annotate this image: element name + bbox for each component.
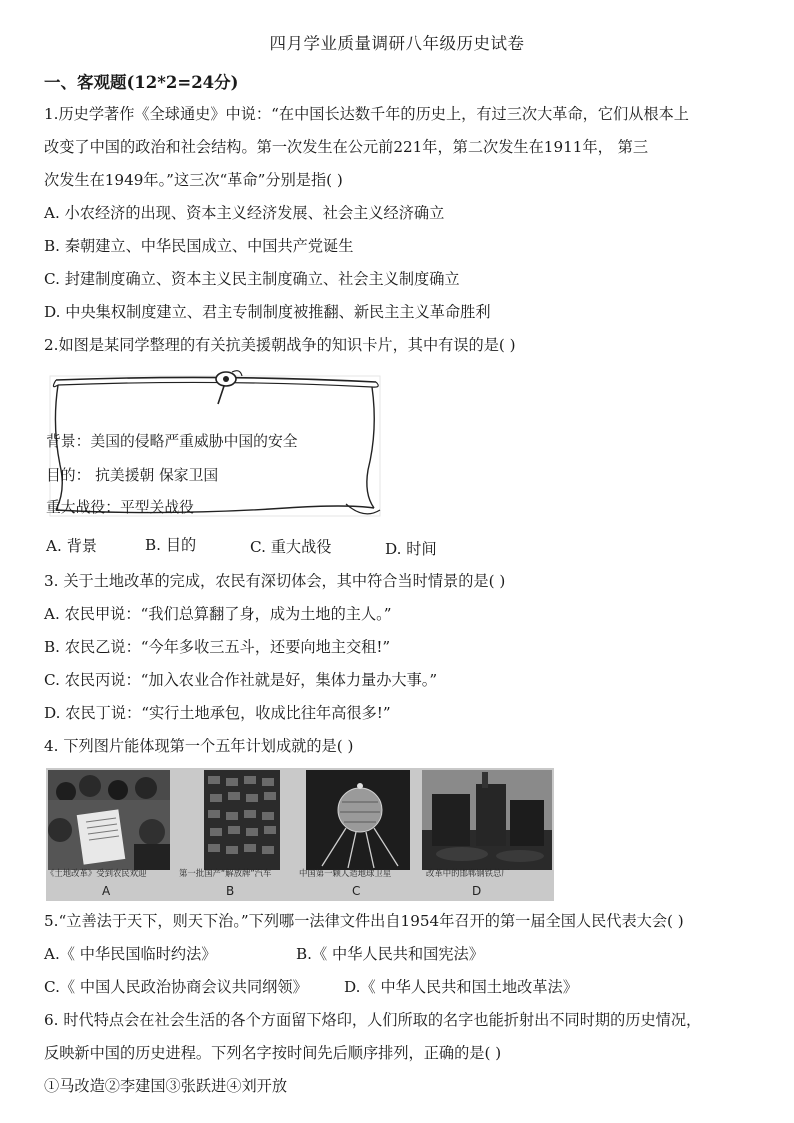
q5-option-a[interactable]: A.《 中华民国临时约法》 — [44, 945, 217, 963]
q2-stem: 2.如图是某同学整理的有关抗美援朝战争的知识卡片，其中有误的是( ) — [44, 336, 516, 354]
q3-option-b[interactable]: B. 农民乙说：“今年多收三五斗，还要向地主交租!” — [44, 638, 391, 656]
q3-stem: 3. 关于土地改革的完成，农民有深切体会，其中符合当时情景的是( ) — [44, 572, 506, 590]
q6-name-list: ①马改造②李建国③张跃进④刘开放 — [44, 1077, 287, 1095]
q6-stem-line1: 6. 时代特点会在社会生活的各个方面留下烙印，人们所取的名字也能折射出不同时期的历史情况， — [44, 1011, 702, 1029]
q5-option-b[interactable]: B.《 中华人民共和国宪法》 — [296, 945, 484, 963]
q2-option-a[interactable]: A. 背景 — [46, 537, 97, 555]
photo-b-caption: 第一批国产“解放牌”汽车 — [179, 868, 272, 878]
photo-c-letter: C — [352, 884, 361, 898]
card-background-line: 背景：美国的侵略严重威胁中国的安全 — [46, 433, 298, 450]
q1-option-b[interactable]: B. 秦朝建立、中华民国成立、中国共产党诞生 — [44, 237, 354, 255]
q3-option-a[interactable]: A. 农民甲说：“我们总算翻了身，成为土地的主人。” — [44, 605, 392, 623]
q5-option-c[interactable]: C.《 中国人民政治协商会议共同纲领》 — [44, 978, 308, 996]
section-heading: 一、客观题(12*2=24分) — [44, 73, 239, 92]
q3-option-d[interactable]: D. 农民丁说：“实行土地承包，收成比往年高很多!” — [44, 704, 391, 722]
q3-option-c[interactable]: C. 农民丙说：“加入农业合作社就是好，集体力量办大事。” — [44, 671, 438, 689]
q5-stem: 5.“立善法于天下，则天下治。”下列哪一法律文件出自1954年召开的第一届全国人民代表大会( ) — [44, 912, 684, 930]
q4-photo-strip — [46, 768, 554, 901]
photo-b-letter: B — [226, 884, 235, 898]
q2-option-d[interactable]: D. 时间 — [385, 540, 437, 558]
photo-d-letter: D — [472, 884, 482, 898]
card-purpose-line: 目的： 抗美援朝 保家卫国 — [46, 467, 219, 484]
q4-stem: 4. 下列图片能体现第一个五年计划成就的是( ) — [44, 737, 354, 755]
q1-stem-line1: 1.历史学著作《全球通史》中说：“在中国长达数千年的历史上，有过三次大革命，它们从根本上 — [44, 105, 689, 123]
q6-stem-line2: 反映新中国的历史进程。下列名字按时间先后顺序排列，正确的是( ) — [44, 1044, 502, 1062]
photo-c-satellite[interactable] — [306, 770, 410, 870]
knowledge-card-figure — [46, 370, 382, 520]
photo-a-letter: A — [102, 884, 111, 898]
q1-option-c[interactable]: C. 封建制度确立、资本主义民主制度确立、社会主义制度确立 — [44, 270, 460, 288]
q5-option-d[interactable]: D.《 中华人民共和国土地改革法》 — [344, 978, 578, 996]
photo-c-caption: 中国第一颗人造地球卫星 — [299, 868, 392, 878]
card-battle-line: 重大战役：平型关战役 — [46, 499, 194, 516]
photo-d-steel-works[interactable] — [422, 770, 552, 870]
q1-option-a[interactable]: A. 小农经济的出现、资本主义经济发展、社会主义经济确立 — [44, 204, 445, 222]
q1-stem-line2: 改变了中国的政治和社会结构。第一次发生在公元前221年，第二次发生在1911年， 第三 — [44, 138, 649, 156]
q2-option-c[interactable]: C. 重大战役 — [250, 538, 332, 556]
photo-b-jiefang-trucks[interactable] — [204, 770, 280, 870]
photo-a-land-reform[interactable] — [48, 770, 170, 870]
q1-option-d[interactable]: D. 中央集权制度建立、君主专制制度被推翻、新民主主义革命胜利 — [44, 303, 491, 321]
page-title: 四月学业质量调研八年级历史试卷 — [269, 34, 525, 53]
photo-d-caption: 改革中的邯郸钢铁总厂 — [426, 868, 510, 878]
photo-a-caption: 《土地改革》受到农民欢迎 — [46, 868, 147, 878]
q2-option-b[interactable]: B. 目的 — [145, 536, 197, 554]
q1-stem-line3: 次发生在1949年。”这三次“革命”分别是指( ) — [44, 171, 343, 189]
